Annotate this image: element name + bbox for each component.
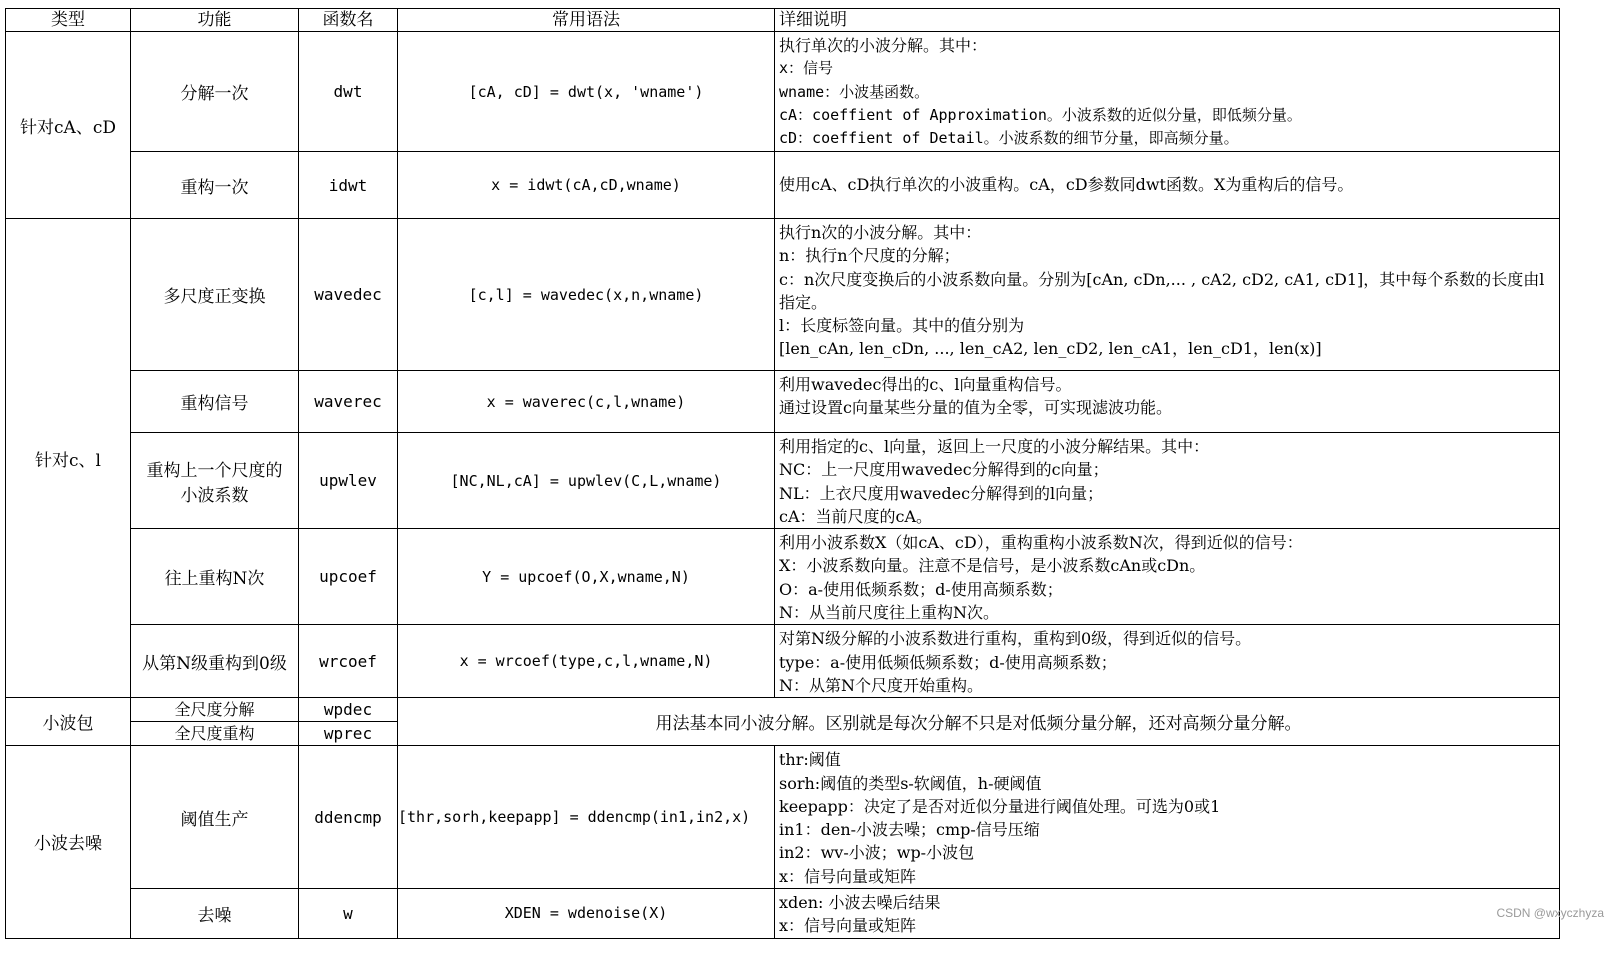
function-cell: 重构信号 (131, 371, 299, 433)
fname-cell: wrcoef (299, 625, 398, 698)
function-cell: 从第N级重构到0级 (131, 625, 299, 698)
fname-cell: upwlev (299, 433, 398, 529)
table-row (6, 625, 1560, 698)
header-row (6, 9, 1560, 32)
function-cell: 往上重构N次 (131, 529, 299, 625)
function-cell: 阈值生产 (131, 746, 299, 889)
syntax-cell: [c,l] = wavedec(x,n,wname) (398, 219, 775, 371)
group-denoise: 小波去噪 (6, 746, 131, 938)
syntax-cell: x = waverec(c,l,wname) (398, 371, 775, 433)
detail-cell: 利用指定的c、l向量，返回上一尺度的小波分解结果。其中： NC：上一尺度用wavedec分解得到的c向量； NL：上衣尺度用wavedec分解得到的l向量； cA：当前尺度的cA。 (775, 433, 1560, 529)
detail-cell: 执行n次的小波分解。其中： n：执行n个尺度的分解； c：n次尺度变换后的小波系数向量。分别为[cAn, cDn,... , cA2, cD2, cA1, cD1]，其中每个系数的长度由l指定。 l：长度标签向量。其中的值分别为 [len_cAn, len_cDn, ..., len_cA2, len_cD2, len_cA1，len_cD1，len(x)] (775, 219, 1560, 371)
table-row (6, 32, 1560, 152)
function-cell: 多尺度正变换 (131, 219, 299, 371)
packet-note: 用法基本同小波分解。区别就是每次分解不只是对低频分量分解，还对高频分量分解。 (398, 698, 1560, 746)
table-row (6, 889, 1560, 939)
detail-cell: 利用小波系数X（如cA、cD），重构重构小波系数N次，得到近似的信号： X：小波系数向量。注意不是信号，是小波系数cAn或cDn。 O：a-使用低频系数；d-使用高频系数； N：从当前尺度往上重构N次。 (775, 529, 1560, 625)
fname-cell: wavedec (299, 219, 398, 371)
fname-cell: w (299, 889, 398, 939)
syntax-cell: x = wrcoef(type,c,l,wname,N) (398, 625, 775, 698)
group-cacd: 针对cA、cD (6, 32, 131, 219)
wavelet-function-table (5, 8, 1560, 939)
detail-cell: 对第N级分解的小波系数进行重构，重构到0级，得到近似的信号。 type：a-使用低频低频系数；d-使用高频系数； N：从第N个尺度开始重构。 (775, 625, 1560, 698)
header-type: 类型 (6, 9, 131, 32)
syntax-cell: XDEN = wdenoise(X) (398, 889, 775, 939)
fname-cell: dwt (299, 32, 398, 152)
table-row (6, 219, 1560, 371)
function-cell: 全尺度重构 (131, 722, 299, 746)
group-packet: 小波包 (6, 698, 131, 746)
detail-cell: thr:阈值 sorh:阈值的类型s-软阈值，h-硬阈值 keepapp：决定了是否对近似分量进行阈值处理。可选为0或1 in1：den-小波去噪；cmp-信号压缩 in2：wv-小波；wp-小波包 x：信号向量或矩阵 (775, 746, 1560, 889)
fname-cell: waverec (299, 371, 398, 433)
detail-cell: 执行单次的小波分解。其中： x：信号 wname：小波基函数。 cA：coeffient of Approximation。小波系数的近似分量，即低频分量。 cD：coeffient of Detail。小波系数的细节分量，即高频分量。 (775, 32, 1560, 152)
table-row (6, 698, 1560, 722)
detail-cell: 使用cA、cD执行单次的小波重构。cA，cD参数同dwt函数。X为重构后的信号。 (775, 152, 1560, 219)
table-row (6, 433, 1560, 529)
function-cell: 去噪 (131, 889, 299, 939)
header-fname: 函数名 (299, 9, 398, 32)
header-syntax: 常用语法 (398, 9, 775, 32)
syntax-cell: [NC,NL,cA] = upwlev(C,L,wname) (398, 433, 775, 529)
syntax-cell: Y = upcoef(O,X,wname,N) (398, 529, 775, 625)
fname-cell: ddencmp (299, 746, 398, 889)
function-cell: 重构上一个尺度的 小波系数 (131, 433, 299, 529)
syntax-cell: [cA, cD] = dwt(x, 'wname') (398, 32, 775, 152)
fname-cell: wpdec (299, 698, 398, 722)
header-function: 功能 (131, 9, 299, 32)
group-cl: 针对c、l (6, 219, 131, 698)
detail-cell: xden: 小波去噪后结果 x：信号向量或矩阵 (775, 889, 1560, 939)
fname-cell: wprec (299, 722, 398, 746)
table-row (6, 746, 1560, 889)
function-cell: 分解一次 (131, 32, 299, 152)
syntax-cell: x = idwt(cA,cD,wname) (398, 152, 775, 219)
table-row (6, 152, 1560, 219)
watermark: CSDN @wxyczhyza (1496, 906, 1604, 920)
syntax-cell: [thr,sorh,keepapp] = ddencmp(in1,in2,x) (398, 746, 775, 889)
function-cell: 重构一次 (131, 152, 299, 219)
header-detail: 详细说明 (775, 9, 1560, 32)
table-row (6, 529, 1560, 625)
detail-cell: 利用wavedec得出的c、l向量重构信号。 通过设置c向量某些分量的值为全零，可实现滤波功能。 (775, 371, 1560, 433)
fname-cell: upcoef (299, 529, 398, 625)
table-row (6, 371, 1560, 433)
fname-cell: idwt (299, 152, 398, 219)
function-cell: 全尺度分解 (131, 698, 299, 722)
